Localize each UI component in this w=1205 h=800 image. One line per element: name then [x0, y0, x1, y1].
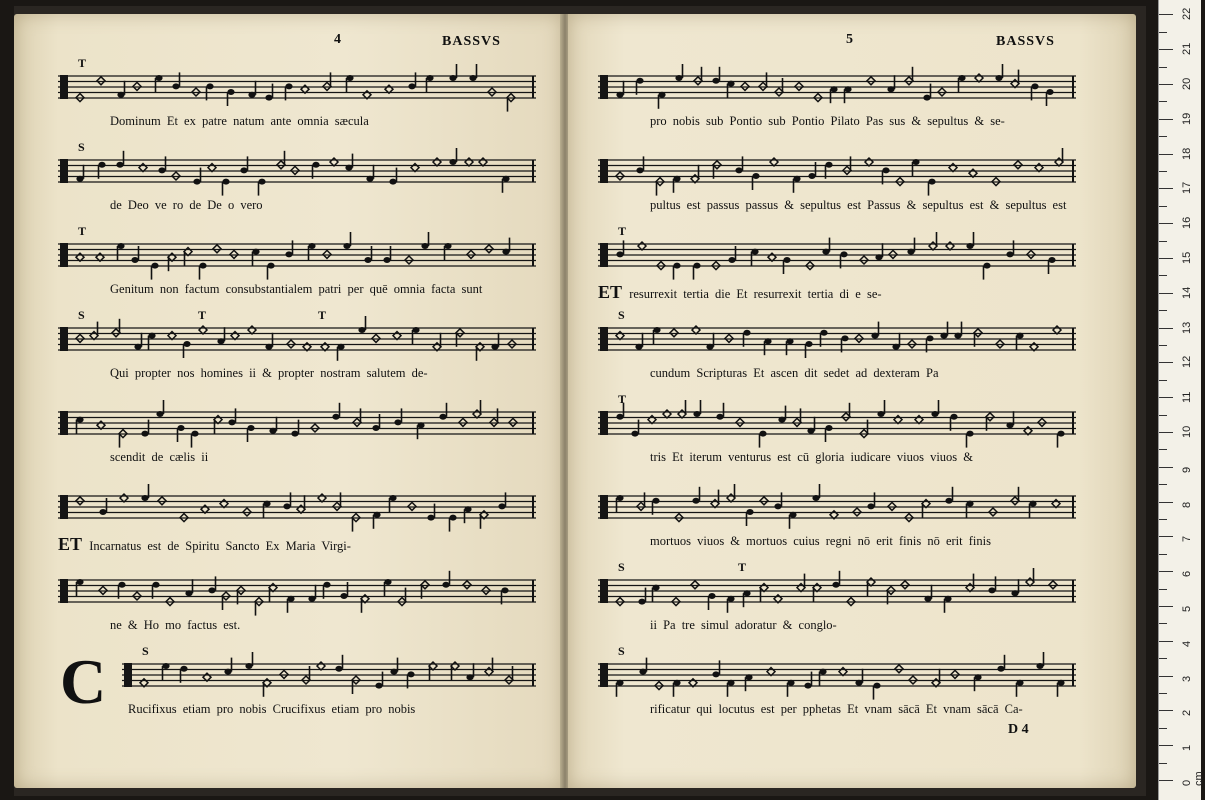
lyric-text: rificatur qui locutus est per pphetas Et vnam sācā Et vnam sācā Ca- [650, 702, 1023, 716]
staff-notation [58, 406, 536, 440]
ruler-label: 6 [1181, 571, 1193, 578]
lyric-text: Dominum Et ex patre natum ante omnia sæcula [110, 114, 369, 128]
part-header: BASSVS [996, 34, 1055, 49]
voice-cue-mark: T [318, 308, 327, 322]
ruler-tick [1159, 328, 1173, 329]
ruler-tick [1159, 710, 1173, 711]
voice-cue-mark: S [618, 644, 625, 658]
ruler-tick [1159, 763, 1167, 764]
ruler-tick [1159, 502, 1173, 503]
ruler-tick [1159, 589, 1167, 590]
voice-cue-mark: S [618, 308, 625, 322]
music-staff [598, 574, 1076, 608]
ruler-tick [1159, 449, 1167, 450]
ruler-tick [1159, 623, 1167, 624]
ruler-tick [1159, 136, 1167, 137]
lyric-text: Qui propter nos homines ii & propter nostram salutem de- [110, 366, 428, 380]
music-staff [58, 490, 536, 524]
ruler-tick [1159, 484, 1167, 485]
music-staff [58, 322, 536, 356]
ruler-label: 18 [1181, 147, 1193, 160]
ruler-label: 16 [1181, 216, 1193, 230]
ruler-tick [1159, 380, 1167, 381]
ruler-tick [1159, 241, 1167, 242]
music-staff [598, 490, 1076, 524]
staff-notation [122, 658, 536, 692]
ruler-tick [1159, 258, 1173, 259]
staff-notation [58, 238, 536, 272]
music-staff [598, 238, 1076, 272]
ruler-tick [1159, 676, 1173, 677]
voice-cue-mark: T [618, 224, 627, 238]
lyric-text: cundum Scripturas Et ascen dit sedet ad dexteram Pa [650, 366, 939, 380]
music-staff [122, 658, 536, 692]
ruler-tick [1159, 519, 1167, 520]
music-staff [58, 406, 536, 440]
music-staff [598, 70, 1076, 104]
ruler-label: 2 [1181, 710, 1193, 717]
lyric-line [58, 534, 351, 555]
ruler-label: 15 [1181, 251, 1193, 264]
voice-cue-mark: S [78, 308, 85, 322]
ruler-tick [1159, 397, 1173, 398]
ruler-tick [1159, 641, 1173, 642]
ruler-tick [1159, 780, 1173, 781]
ruler-label: 11 [1181, 391, 1193, 404]
ruler-tick [1159, 693, 1167, 694]
ruler-label: 19 [1181, 112, 1193, 125]
staff-notation [58, 70, 536, 104]
ruler-label: 7 [1181, 536, 1193, 543]
ruler-tick [1159, 606, 1173, 607]
ruler-tick [1159, 728, 1167, 729]
lyric-text: Rucifixus etiam pro nobis Crucifixus etiam pro nobis [128, 702, 416, 716]
measurement-ruler [1158, 0, 1205, 800]
music-staff [58, 574, 536, 608]
lyric-text: scendit de cælis ii [110, 450, 209, 464]
ruler-tick [1159, 658, 1167, 659]
folio-number: 4 [334, 32, 341, 47]
music-staff [598, 154, 1076, 188]
part-header: BASSVS [442, 34, 501, 49]
ruler-tick [1159, 49, 1173, 50]
ruler-tick [1159, 14, 1173, 15]
ruler-tick [1159, 345, 1167, 346]
ruler-tick [1159, 536, 1173, 537]
lyric-line [110, 198, 263, 213]
open-book [14, 6, 1146, 796]
ruler-tick [1159, 432, 1173, 433]
ruler-label: 5 [1181, 605, 1193, 612]
ruler-label: 14 [1181, 286, 1193, 299]
ruler-tick [1159, 67, 1167, 68]
lyric-text: pultus est passus passus & sepultus est Passus & sepultus est & sepultus est [650, 198, 1067, 212]
music-staff [58, 70, 536, 104]
ruler-label: 8 [1181, 501, 1193, 508]
ruler-tick [1159, 206, 1167, 207]
lyric-line [110, 450, 208, 465]
staff-notation [58, 490, 536, 524]
lyric-line [650, 198, 1066, 213]
lyric-line [650, 366, 939, 381]
ruler-label: 10 [1181, 425, 1193, 438]
music-staff [598, 658, 1076, 692]
voice-cue-mark: T [78, 224, 87, 238]
ruler-tick [1159, 101, 1167, 102]
voice-cue-mark: S [142, 644, 149, 658]
lyric-line [598, 282, 882, 303]
lyric-text: pro nobis sub Pontio sub Pontio Pilato Pas sus & sepultus & se- [650, 114, 1005, 128]
initial-letters: ET [598, 282, 630, 302]
ruler-tick [1159, 119, 1173, 120]
voice-cue-mark: T [738, 560, 747, 574]
staff-notation [598, 406, 1076, 440]
left-page [14, 14, 562, 788]
ruler-tick [1159, 275, 1167, 276]
ruler-label: 0 cm [1181, 771, 1205, 786]
lyric-line [650, 618, 837, 633]
initial-letters: ET [58, 534, 90, 554]
music-staff [58, 238, 536, 272]
lyric-text: ne & Ho mo factus est. [110, 618, 241, 632]
gathering-signature: D 4 [1008, 722, 1029, 737]
staff-notation [598, 70, 1076, 104]
lyric-line [650, 702, 1023, 717]
music-staff [58, 154, 536, 188]
ruler-tick [1159, 293, 1173, 294]
lyric-text: de Deo ve ro de De o vero [110, 198, 263, 212]
initial-capital-c: C [60, 646, 107, 717]
lyric-line [110, 114, 369, 129]
right-page [568, 14, 1136, 788]
voice-cue-mark: T [198, 308, 207, 322]
ruler-tick [1159, 84, 1173, 85]
ruler-label: 13 [1181, 321, 1193, 334]
ruler-tick [1159, 571, 1173, 572]
lyric-text: tris Et iterum venturus est cū gloria iudicare viuos viuos & [650, 450, 973, 464]
lyric-text: Genitum non factum consubstantialem patri per quē omnia facta sunt [110, 282, 483, 296]
ruler-tick [1159, 362, 1173, 363]
ruler-tick [1159, 171, 1167, 172]
music-staff [598, 406, 1076, 440]
voice-cue-mark: S [618, 560, 625, 574]
ruler-tick [1159, 310, 1167, 311]
ruler-label: 22 [1181, 8, 1193, 21]
lyric-text: ii Pa tre simul adoratur & conglo- [650, 618, 837, 632]
ruler-tick [1159, 223, 1173, 224]
ruler-tick [1159, 745, 1173, 746]
voice-cue-mark: T [618, 392, 627, 406]
staff-notation [598, 658, 1076, 692]
ruler-label: 12 [1181, 356, 1193, 369]
lyric-line [650, 534, 991, 549]
lyric-line [650, 114, 1005, 129]
folio-number: 5 [846, 32, 853, 47]
ruler-tick [1159, 154, 1173, 155]
lyric-text: Incarnatus est de Spiritu Sancto Ex Maria Virgi- [89, 539, 351, 553]
staff-notation [598, 490, 1076, 524]
ruler-label: 9 [1181, 466, 1193, 473]
lyric-line [650, 450, 973, 465]
ruler-tick [1159, 32, 1167, 33]
staff-notation [598, 238, 1076, 272]
ruler-label: 20 [1181, 77, 1193, 90]
staff-notation [58, 322, 536, 356]
lyric-text: mortuos viuos & mortuos cuius regni nō erit finis nō erit finis [650, 534, 991, 548]
ruler-tick [1159, 467, 1173, 468]
ruler-tick [1159, 188, 1173, 189]
ruler-label: 1 [1181, 745, 1193, 752]
lyric-line [110, 282, 482, 297]
staff-notation [58, 574, 536, 608]
voice-cue-mark: S [78, 140, 85, 154]
ruler-label: 3 [1181, 675, 1193, 682]
ruler-tick [1159, 554, 1167, 555]
staff-notation [58, 154, 536, 188]
lyric-line [110, 366, 428, 381]
ruler-tick [1159, 415, 1167, 416]
ruler-label: 17 [1181, 182, 1193, 195]
music-staff [598, 322, 1076, 356]
staff-notation [598, 574, 1076, 608]
ruler-label: 4 [1181, 640, 1193, 647]
lyric-line [110, 618, 240, 633]
lyric-line [128, 702, 415, 717]
staff-notation [598, 322, 1076, 356]
staff-notation [598, 154, 1076, 188]
ruler-label: 21 [1181, 42, 1193, 56]
voice-cue-mark: T [78, 56, 87, 70]
lyric-text: resurrexit tertia die Et resurrexit tertia di e se- [629, 287, 882, 301]
